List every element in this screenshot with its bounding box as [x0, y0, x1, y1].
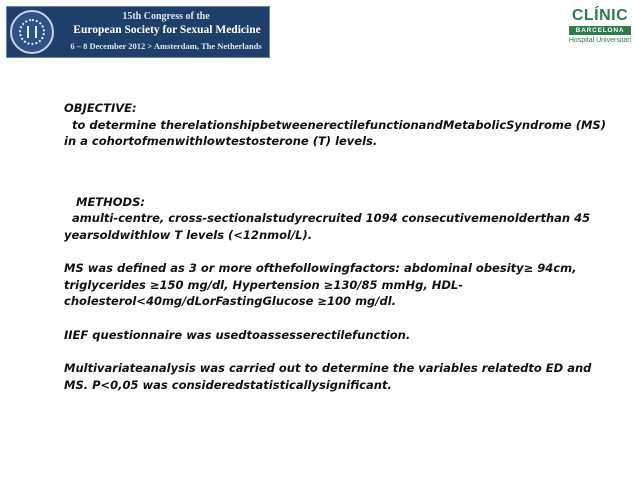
objective-heading: OBJECTIVE:: [64, 101, 137, 115]
analysis-line: MS. P<0,05 was consideredstatisticallysignificant.: [64, 377, 392, 392]
analysis-line: Multivariateanalysis was carried out to determine the variables relatedto ED and: [64, 361, 592, 375]
hospital-logo-subtitle: Hospital Universitari: [568, 37, 632, 44]
ms-definition-line: MS was defined as 3 or more ofthefollowingfactors: abdominal obesity≥ 94cm,: [64, 261, 577, 275]
hospital-logo-city: BARCELONA: [569, 26, 631, 35]
methods-line: yearsoldwithlow T levels (<12nmol/L).: [64, 227, 313, 242]
ms-definition-line: triglycerides ≥150 mg/dl, Hypertension ≥130/85 mmHg, HDL-: [64, 277, 463, 292]
banner-date-location: 6 – 8 December 2012 > Amsterdam, The Netherlands: [70, 41, 262, 51]
abstract-text: [64, 100, 606, 393]
methods-line: amulti-centre, cross-sectionalstudyrecruited 1094 consecutivemenolderthan 45: [64, 211, 591, 225]
iief-line: IIEF questionnaire was usedtoassesserectilefunction.: [64, 327, 411, 342]
esm-seal-icon: [10, 10, 54, 54]
banner-congress-number: 15th Congress of the: [122, 11, 210, 22]
ms-definition-line: cholesterol<40mg/dLorFastingGlucose ≥100 mg/dl.: [64, 294, 397, 308]
methods-heading: METHODS:: [64, 194, 145, 209]
banner-society-name: European Society for Sexual Medicine: [73, 24, 261, 36]
objective-line: to determine therelationshipbetweenerectilefunctionandMetabolicSyndrome (MS): [64, 117, 606, 132]
hospital-logo-name: CLÍNIC: [571, 7, 629, 24]
hospital-logo: [568, 8, 632, 46]
congress-banner: [6, 6, 270, 58]
objective-line: in a cohortofmenwithlowtestosterone (T) levels.: [64, 134, 378, 148]
